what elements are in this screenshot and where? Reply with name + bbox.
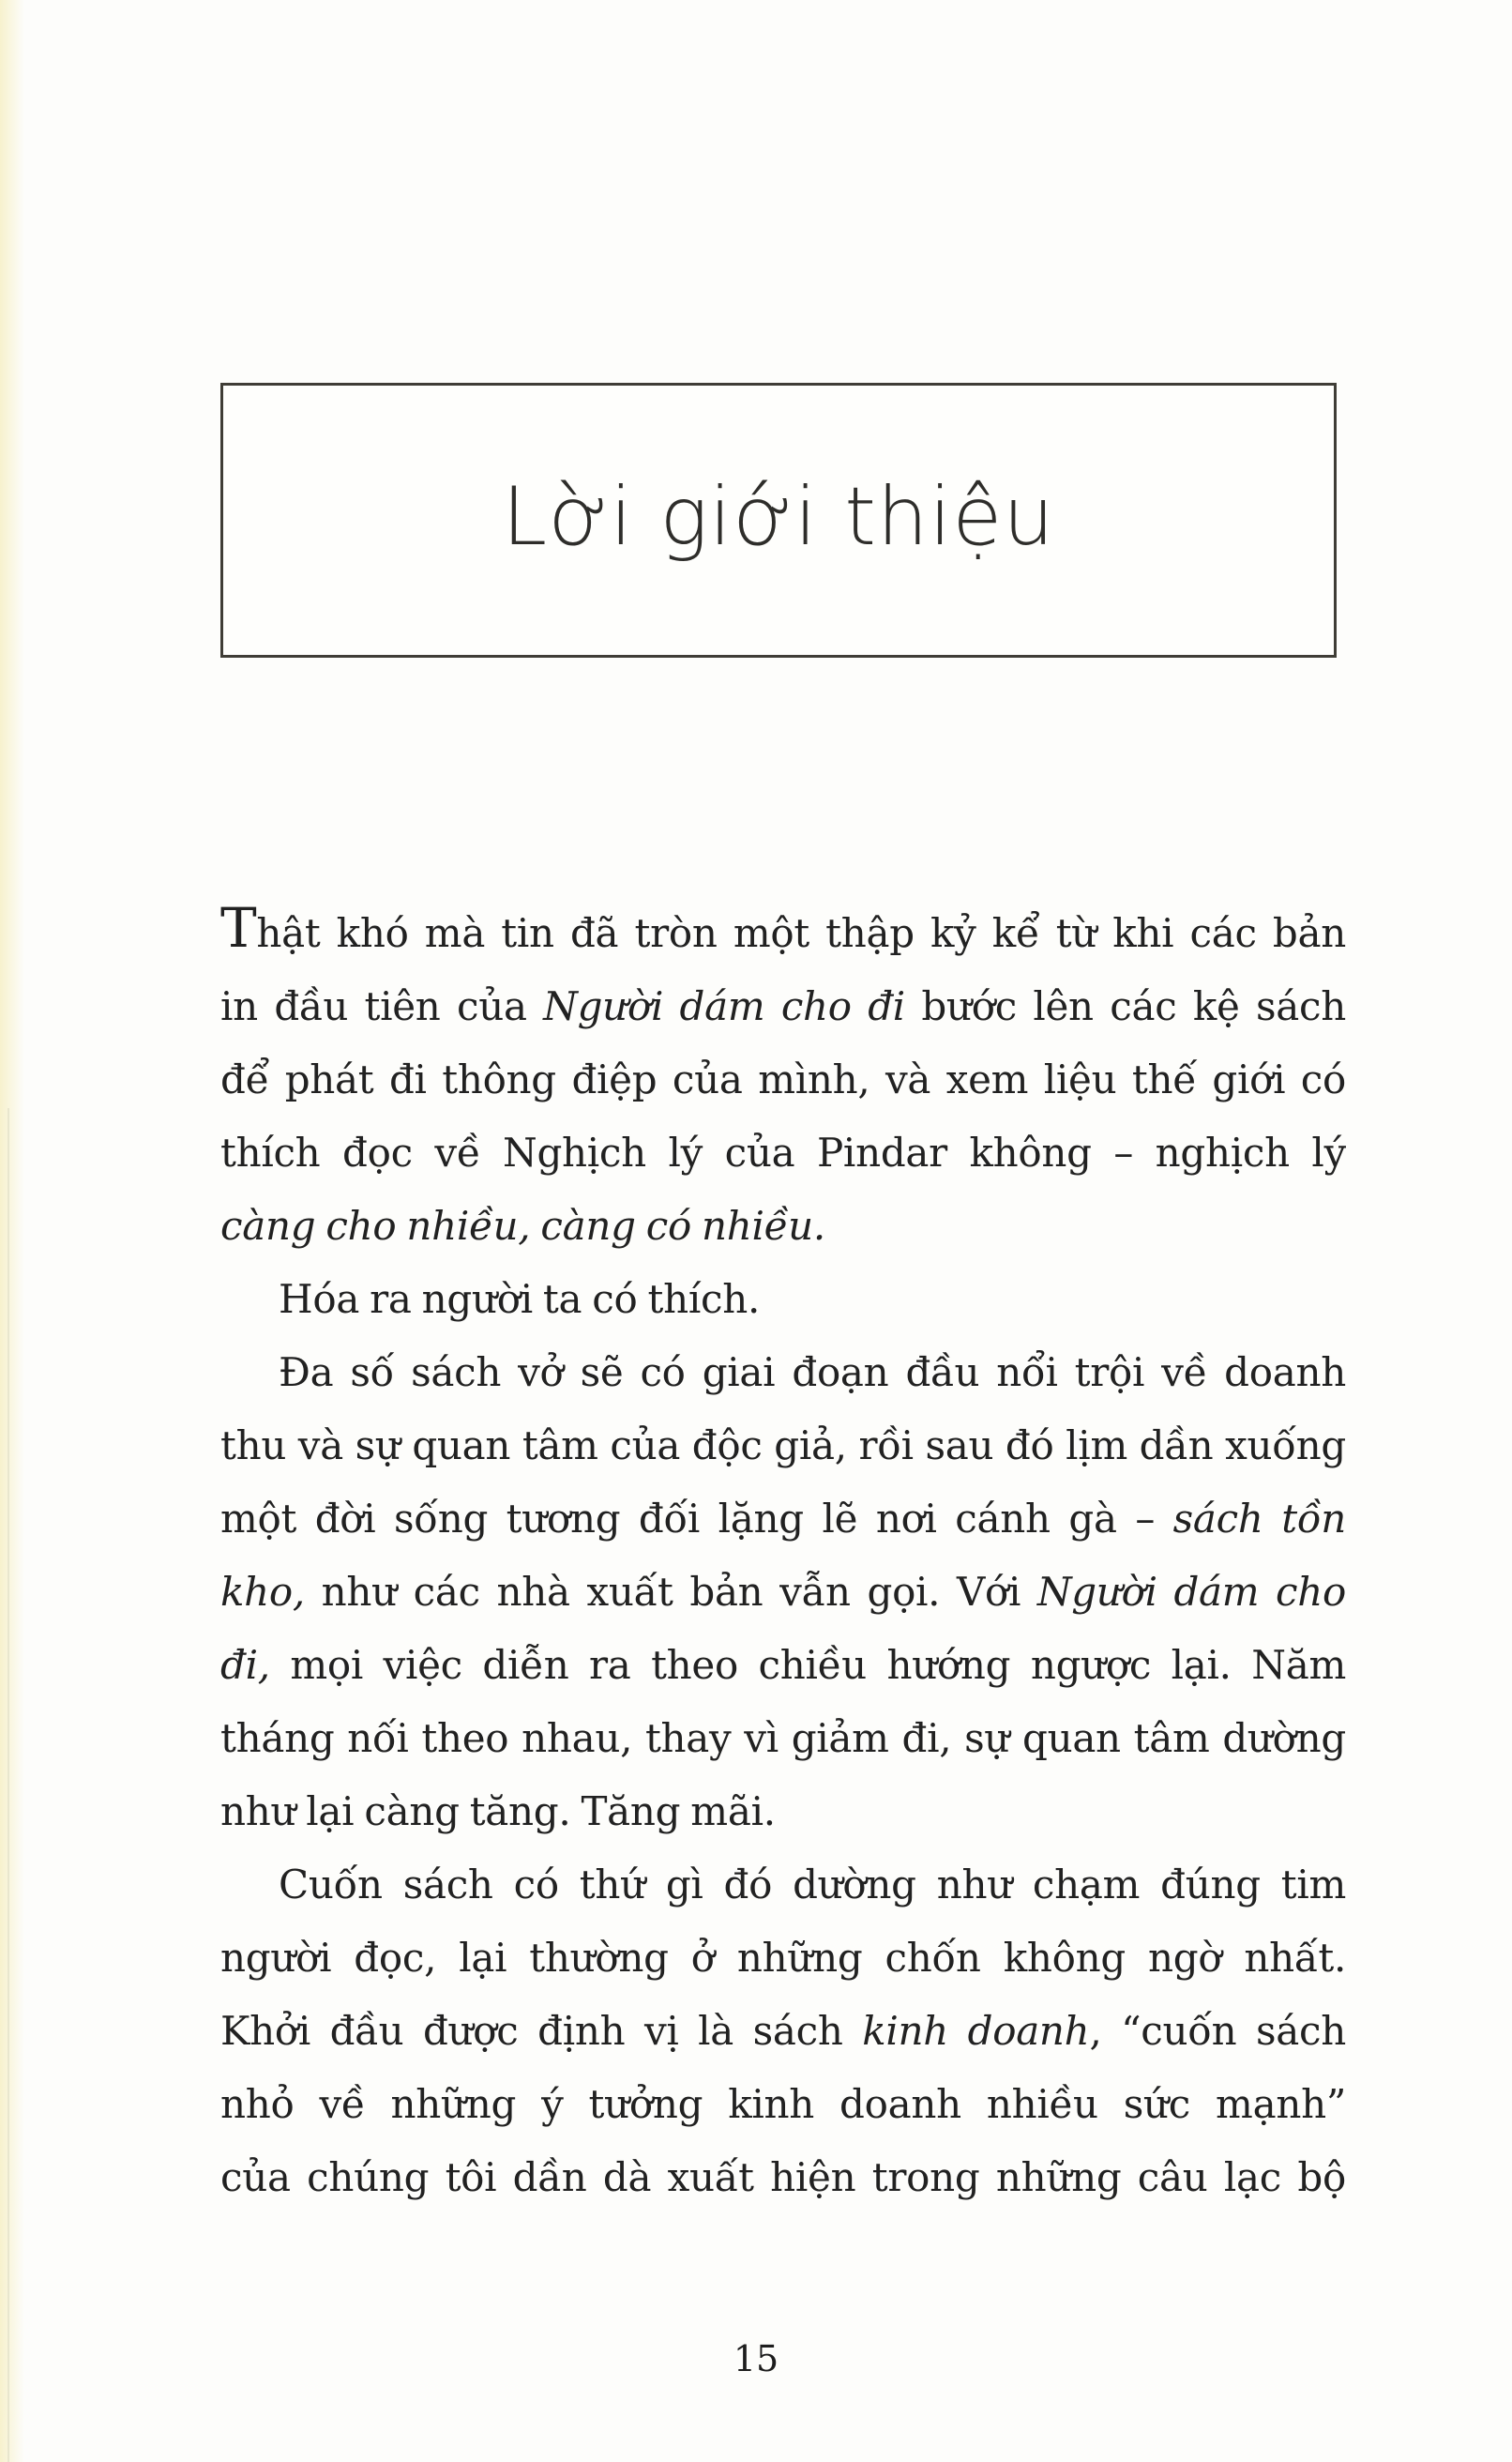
text-line [220,1556,1346,1629]
text-segment: như các nhà xuất bản vẫn gọi. Với [304,1569,1037,1615]
page-number: 15 [733,2338,779,2379]
text-segment: bước lên các kệ sách [904,983,1346,1029]
text-segment: kho, [220,1569,305,1615]
text-line [220,1995,1346,2068]
text-segment: Hóa ra người ta có thích. [279,1276,761,1322]
text-segment: đi, [220,1642,270,1688]
text-segment: thu và sự quan tâm của độc giả, rồi sau đó lịm dần xuống [220,1422,1346,1468]
text-line [220,1190,1346,1263]
text-segment: in đầu tiên của [220,983,544,1029]
body-text [220,897,1346,2214]
text-segment: người đọc, lại thường ở những chốn không ngờ nhất. [220,1935,1346,1981]
text-line [220,1775,1346,1848]
text-segment: kinh doanh [862,2008,1090,2054]
text-segment: của chúng tôi dần dà xuất hiện trong những câu lạc bộ [220,2154,1346,2200]
text-line [220,970,1346,1043]
text-segment: càng cho nhiều, càng có nhiều. [220,1203,825,1249]
text-segment: Đa số sách vở sẽ có giai đoạn đầu nổi trội về doanh [279,1349,1346,1395]
text-segment: sách tồn [1172,1496,1346,1542]
text-line [220,1848,1346,1922]
text-line [220,1409,1346,1482]
text-line [220,1117,1346,1190]
text-segment: như lại càng tăng. Tăng mãi. [220,1788,776,1834]
text-segment: mọi việc diễn ra theo chiều hướng ngược lại. Năm [269,1642,1346,1688]
text-segment: một đời sống tương đối lặng lẽ nơi cánh gà – [220,1496,1173,1542]
text-segment: tháng nối theo nhau, thay vì giảm đi, sự quan tâm dường [220,1715,1346,1761]
text-line [220,1629,1346,1702]
text-segment: Cuốn sách có thứ gì đó dường như chạm đúng tim [279,1862,1346,1907]
text-segment: Người dám cho [1036,1569,1346,1615]
text-segment: Khởi đầu được định vị là sách [220,2008,863,2054]
text-line [220,1482,1346,1556]
text-segment: nhỏ về những ý tưởng kinh doanh nhiều sức mạnh” [220,2081,1346,2127]
chapter-title: Lời giới thiệu [502,469,1055,564]
chapter-title-box [220,383,1337,658]
text-line [220,1043,1346,1117]
paragraph-initial-letter: T [220,897,257,960]
text-segment: Người dám cho đi [543,983,905,1029]
text-segment: hật khó mà tin đã tròn một thập kỷ kể từ khi các bản [256,910,1346,956]
text-line [220,2068,1346,2141]
text-segment: thích đọc về Nghịch lý của Pindar không – nghịch lý [220,1130,1346,1176]
text-segment: , “cuốn sách [1089,2008,1346,2054]
text-line [220,1263,1346,1336]
text-line [220,1336,1346,1409]
text-line [220,1922,1346,1995]
text-line [220,897,1346,970]
text-segment: để phát đi thông điệp của mình, và xem liệu thế giới có [220,1056,1346,1102]
text-line [220,2141,1346,2214]
text-line [220,1702,1346,1775]
